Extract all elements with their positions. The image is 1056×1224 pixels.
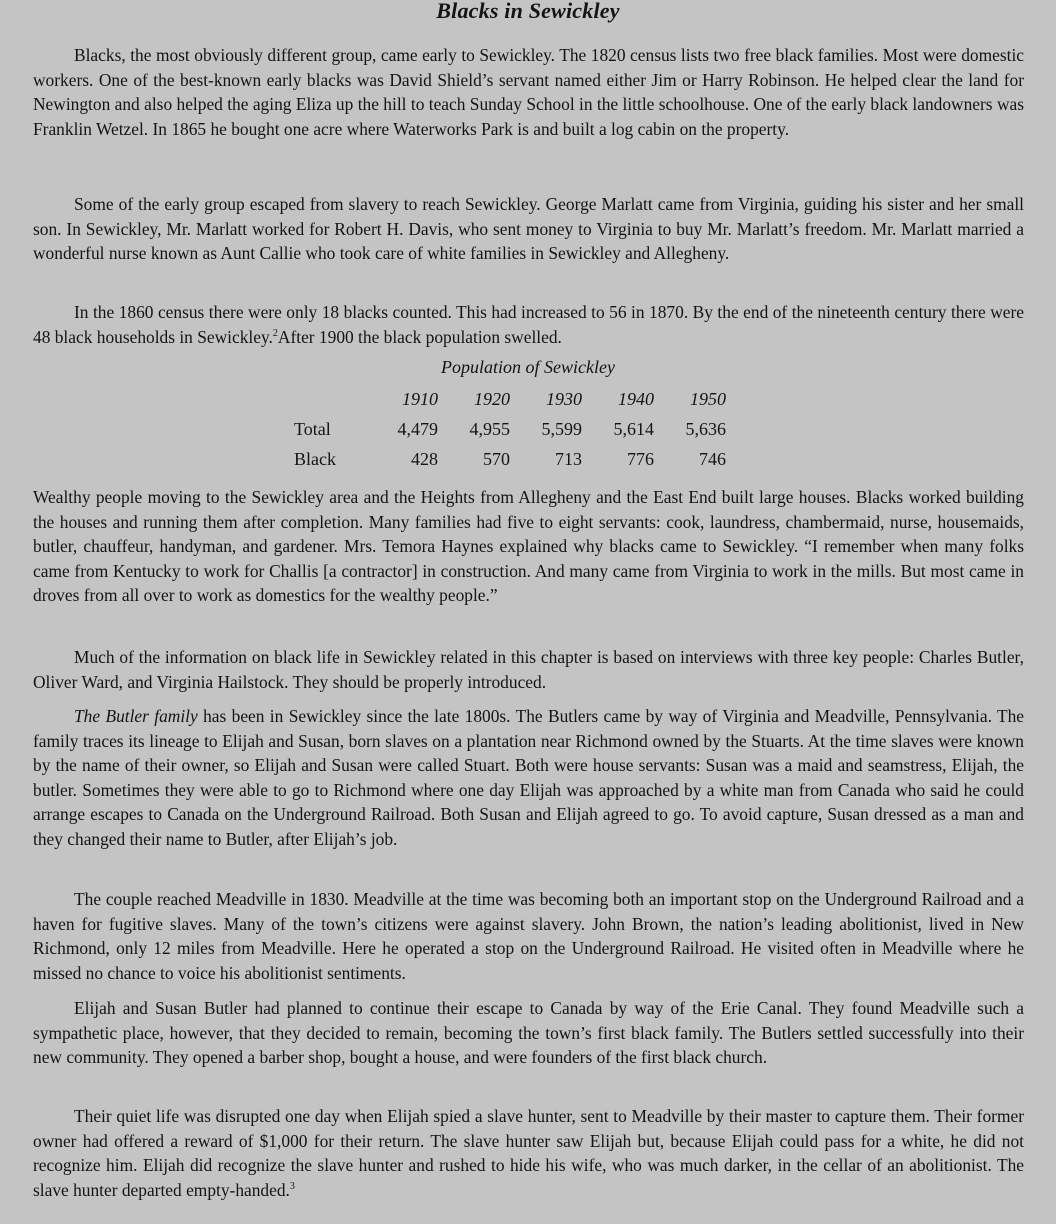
paragraph-text: Wealthy people moving to the Sewickley area and the Heights from Allegheny and the East End built large houses. Blacks worked building the houses and running them after completion. Many families had five to eight servants: cook, laundress, chambermaid, nurse, housemaids, butler, chauffeur, handyman, and gardener. Mrs. Temora Haynes explained why blacks came to Sewickley. “I remember when many folks came from Kentucky to work for Challis [a contractor] in construction. And many came from Virginia to work in the mills. But most came in droves from all over to work as domestics for the wealthy people.”	[33, 487, 1024, 606]
footnote-marker: 3	[289, 1180, 295, 1192]
table-cell: 4,479	[397, 418, 438, 439]
paragraph-slave-hunter	[33, 1104, 1024, 1202]
paragraph-text: Elijah and Susan Butler had planned to continue their escape to Canada by way of the Erie Canal. They found Meadville such a sympathetic place, however, that they decided to remain, becoming the town’s first black family. The Butlers settled successfully into their new community. They opened a barber shop, bought a house, and were founders of the first black church.	[33, 998, 1024, 1068]
paragraph-wealthy-families	[33, 485, 1024, 608]
paragraph-text: has been in Sewickley since the late 1800s. The Butlers came by way of Virginia and Meadville, Pennsylvania. The family traces its lineage to Elijah and Susan, born slaves on a plantation near Richmond owned by the Stuarts. At the time slaves were known by the name of their owner, so Elijah and Susan were called Stuart. Both were house servants: Susan was a maid and seamstress, Elijah, the butler. Sometimes they were able to go to Richmond where one day Elijah was approached by a white man from Canada who said he could arrange escapes to Canada on the Underground Railroad. Both Susan and Elijah agreed to go. To avoid capture, Susan dressed as a man and they changed their name to Butler, after Elijah’s job.	[33, 706, 1024, 849]
paragraph-interviews	[33, 645, 1024, 694]
row-label: Total	[294, 418, 331, 439]
paragraph-butler-family	[33, 704, 1024, 852]
table-cell: 5,599	[541, 418, 582, 439]
paragraph-text: After 1900 the black population swelled.	[277, 326, 562, 347]
table-cell: 713	[555, 448, 582, 469]
paragraph-census	[33, 300, 1024, 349]
table-cell: 428	[411, 448, 438, 469]
year-header: 1950	[690, 388, 726, 409]
table-cell: 746	[699, 448, 726, 469]
table-caption: Population of Sewickley	[441, 357, 615, 377]
table-cell: 776	[627, 448, 654, 469]
year-header: 1920	[474, 388, 510, 409]
table-row	[284, 444, 726, 474]
paragraph-text: Blacks, the most obviously different group, came early to Sewickley. The 1820 census lists two free black families. Most were domestic workers. One of the best-known early blacks was David Shield’s servant named either Jim or Harry Robinson. He helped clear the land for Newington and also helped the aging Eliza up the hill to teach Sunday School in the little schoolhouse. One of the early black landowners was Franklin Wetzel. In 1865 he bought one acre where Waterworks Park is and built a log cabin on the property.	[33, 45, 1024, 139]
paragraph-text: Much of the information on black life in Sewickley related in this chapter is based on interviews with three key people: Charles Butler, Oliver Ward, and Virginia Hailstock. They should be properly introduced.	[33, 647, 1024, 692]
table-cell: 4,955	[469, 418, 510, 439]
year-header: 1930	[546, 388, 582, 409]
row-label: Black	[294, 448, 336, 469]
table-header-row	[284, 384, 726, 414]
paragraph-text: In the 1860 census there were only 18 blacks counted. This had increased to 56 in 1870. By the end of the nineteenth century there were 48 black households in Sewickley.	[33, 302, 1024, 347]
page-title: Blacks in Sewickley	[436, 0, 620, 23]
year-header: 1910	[402, 388, 438, 409]
paragraph-text: The couple reached Meadville in 1830. Meadville at the time was becoming both an important stop on the Underground Railroad and a haven for fugitive slaves. Many of the town’s citizens were against slavery. John Brown, the nation’s leading abolitionist, lived in New Richmond, only 12 miles from Meadville. Here he operated a stop on the Underground Railroad. He visited often in Meadville where he missed no chance to voice his abolitionist sentiments.	[33, 889, 1024, 983]
table-corner-cell	[284, 384, 366, 414]
paragraph-meadville	[33, 887, 1024, 985]
table-cell: 570	[483, 448, 510, 469]
paragraph-text: Their quiet life was disrupted one day when Elijah spied a slave hunter, sent to Meadville by their master to capture them. Their former owner had offered a reward of $1,000 for their return. The slave hunter saw Elijah but, because Elijah could pass for a white, he did not recognize him. Elijah did recognize the slave hunter and rushed to hide his wife, who was much darker, in the cellar of an abolitionist. The slave hunter departed empty-handed.	[33, 1106, 1024, 1200]
table-cell: 5,636	[685, 418, 726, 439]
footnote-marker: 2	[272, 327, 278, 339]
table-row	[284, 414, 726, 444]
table-cell: 5,614	[613, 418, 654, 439]
paragraph-early-blacks	[33, 43, 1024, 141]
section-lead: The Butler family	[74, 706, 198, 726]
paragraph-escaped-slaves	[33, 192, 1024, 266]
population-table	[284, 384, 726, 474]
year-header: 1940	[618, 388, 654, 409]
paragraph-erie-canal	[33, 996, 1024, 1070]
paragraph-text: Some of the early group escaped from slavery to reach Sewickley. George Marlatt came from Virginia, guiding his sister and her small son. In Sewickley, Mr. Marlatt worked for Robert H. Davis, who sent money to Virginia to buy Mr. Marlatt’s freedom. Mr. Marlatt married a wonderful nurse known as Aunt Callie who took care of white families in Sewickley and Allegheny.	[33, 194, 1024, 264]
